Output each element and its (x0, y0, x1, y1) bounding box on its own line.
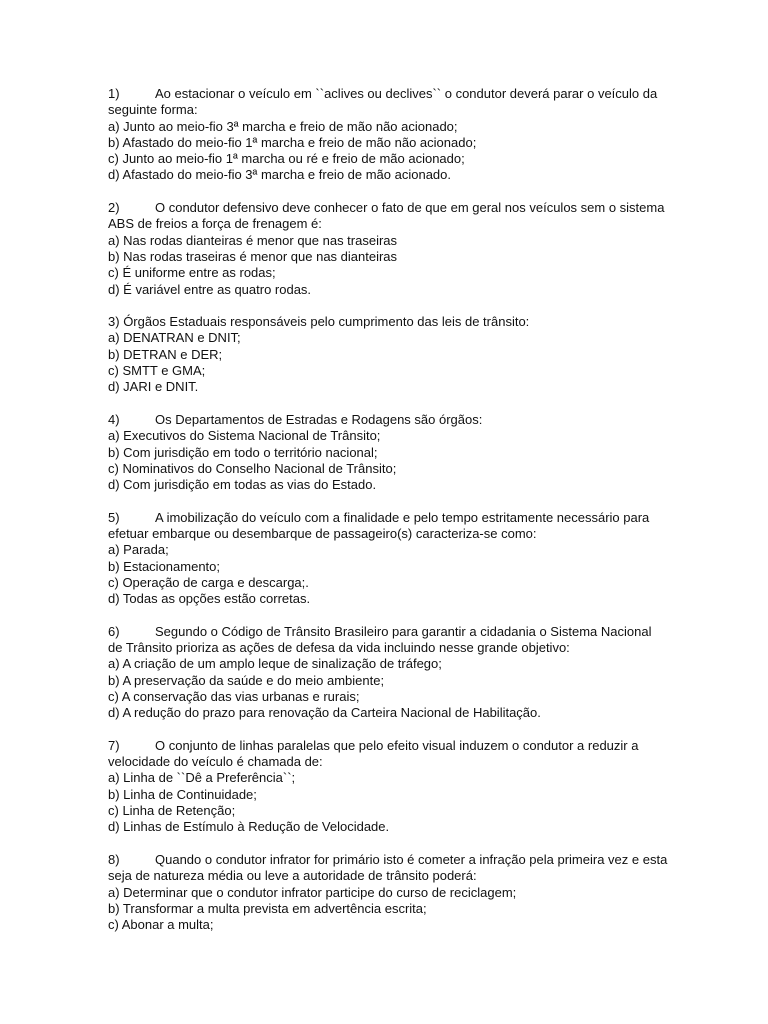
option-b: b) Estacionamento; (108, 558, 221, 574)
option-b: b) A preservação da saúde e do meio ambiente; (108, 672, 385, 688)
question-text: A imobilização do veículo com a finalidade e pelo tempo estritamente necessário para efetuar embarque ou desembarque de passageiro(s) caracteriza-se como: (108, 509, 650, 542)
question-4-stem (108, 412, 668, 428)
option-c: c) Nominativos do Conselho Nacional de Trânsito; (108, 460, 397, 476)
option-a: a) Junto ao meio-fio 3ª marcha e freio de mão não acionado; (108, 118, 458, 134)
question-1-stem (108, 86, 668, 119)
question-8-stem (108, 852, 668, 885)
option-c: c) SMTT e GMA; (108, 363, 206, 379)
question-3-stem (108, 314, 668, 330)
question-text: Órgãos Estaduais responsáveis pelo cumprimento das leis de trânsito: (123, 314, 530, 330)
option-b: b) Linha de Continuidade; (108, 786, 257, 802)
option-d: d) Com jurisdição em todas as vias do Estado. (108, 477, 377, 493)
option-c: c) É uniforme entre as rodas; (108, 265, 276, 281)
question-6-stem (108, 624, 668, 657)
question-text: Segundo o Código de Trânsito Brasileiro para garantir a cidadania o Sistema Nacional de Trânsito prioriza as ações de defesa da vida incluindo nesse grande objetivo: (108, 623, 652, 656)
question-1 (108, 86, 668, 184)
question-text: O conjunto de linhas paralelas que pelo efeito visual induzem o condutor a reduzir a velocidade do veículo é chamada de: (108, 737, 639, 770)
question-5-stem (108, 510, 668, 543)
option-d: d) Todas as opções estão corretas. (108, 591, 311, 607)
option-d: d) Afastado do meio-fio 3ª marcha e freio de mão acionado. (108, 167, 452, 183)
option-c: c) Operação de carga e descarga;. (108, 574, 309, 590)
question-7 (108, 738, 668, 836)
question-5 (108, 510, 668, 608)
option-c: c) Linha de Retenção; (108, 803, 236, 819)
question-2-stem (108, 200, 668, 233)
option-b: b) Afastado do meio-fio 1ª marcha e freio de mão não acionado; (108, 134, 477, 150)
option-a: a) Determinar que o condutor infrator participe do curso de reciclagem; (108, 884, 517, 900)
question-number: 3) (108, 314, 120, 330)
question-8 (108, 852, 668, 933)
question-6 (108, 624, 668, 722)
option-d: d) É variável entre as quatro rodas. (108, 281, 312, 297)
question-number: 2) (108, 200, 120, 216)
option-d: d) A redução do prazo para renovação da Carteira Nacional de Habilitação. (108, 705, 541, 721)
question-2 (108, 200, 668, 298)
question-number: 6) (108, 623, 120, 639)
question-number: 8) (108, 851, 120, 867)
option-a: a) Nas rodas dianteiras é menor que nas traseiras (108, 232, 398, 248)
question-number: 7) (108, 737, 120, 753)
question-text: Os Departamentos de Estradas e Rodagens são órgãos: (155, 411, 483, 427)
option-d: d) Linhas de Estímulo à Redução de Velocidade. (108, 819, 390, 835)
option-a: a) A criação de um amplo leque de sinalização de tráfego; (108, 656, 442, 672)
option-a: a) DENATRAN e DNIT; (108, 330, 241, 346)
question-number: 4) (108, 411, 120, 427)
option-a: a) Parada; (108, 542, 169, 558)
option-b: b) DETRAN e DER; (108, 346, 223, 362)
question-number: 5) (108, 509, 120, 525)
question-text: O condutor defensivo deve conhecer o fato de que em geral nos veículos sem o sistema ABS de freios a força de frenagem é: (108, 200, 665, 232)
option-b: b) Transformar a multa prevista em advertência escrita; (108, 900, 427, 916)
option-d: d) JARI e DNIT. (108, 379, 199, 395)
option-a: a) Linha de ``Dê a Preferência``; (108, 770, 296, 786)
question-4 (108, 412, 668, 493)
option-b: b) Nas rodas traseiras é menor que nas dianteiras (108, 248, 398, 264)
question-text: Quando o condutor infrator for primário isto é cometer a infração pela primeira vez e esta seja de natureza média ou leve a autoridade de trânsito poderá: (108, 851, 668, 884)
option-a: a) Executivos do Sistema Nacional de Trânsito; (108, 428, 381, 444)
option-c: c) Abonar a multa; (108, 917, 214, 933)
option-b: b) Com jurisdição em todo o território nacional; (108, 444, 378, 460)
question-text: Ao estacionar o veículo em ``aclives ou declives`` o condutor deverá parar o veículo da seguinte forma: (108, 86, 658, 118)
option-c: c) A conservação das vias urbanas e rurais; (108, 688, 360, 704)
option-c: c) Junto ao meio-fio 1ª marcha ou ré e freio de mão acionado; (108, 151, 465, 167)
question-3 (108, 314, 668, 395)
question-7-stem (108, 738, 668, 771)
question-number: 1) (108, 86, 120, 101)
